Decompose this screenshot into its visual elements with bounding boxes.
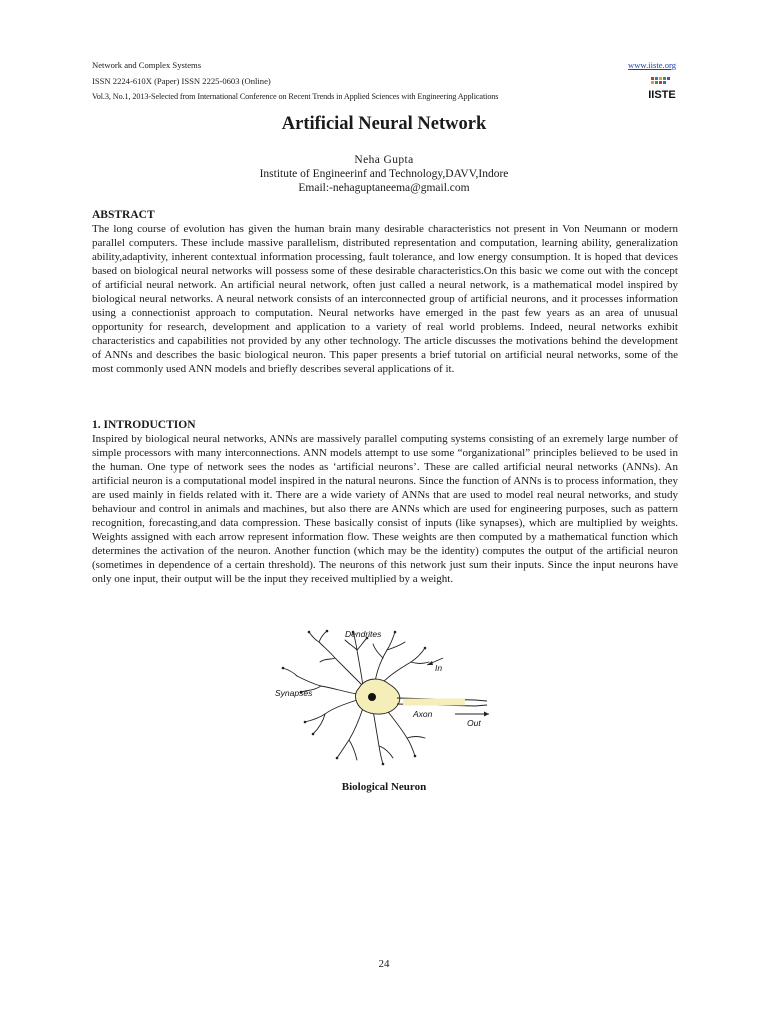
issn-line: ISSN 2224-610X (Paper) ISSN 2225-0603 (Online) — [92, 76, 271, 86]
paper-title: Artificial Neural Network — [281, 114, 487, 134]
label-dendrites: Dendrites — [345, 629, 382, 639]
neuron-myelin — [403, 699, 465, 706]
journal-url-link[interactable]: www.iiste.org — [628, 60, 676, 70]
volume-line: Vol.3, No.1, 2013-Selected from International Conference on Recent Trends in Applied Sciences with Engineering Applications — [92, 92, 499, 101]
biological-neuron-figure — [275, 628, 497, 768]
label-axon: Axon — [413, 709, 433, 719]
neuron-soma — [356, 679, 400, 714]
author-affiliation: Institute of Engineerinf and Technology,DAVV,Indore — [259, 168, 509, 180]
abstract-text: The long course of evolution has given the human brain many desirable characteristics not present in Von Neumann or modern parallel computers. These include massive parallelism, distributed representation and computation, learning ability, generalization ability,adaptivity, inherent contextual information processing, fault tolerance, and low energy consumption. It is hoped that devices based on biological neural networks will possess some of these desirable characteristics.On this basic we come out with the concept of artificial neural network. An artificial neural network, often just called a neural network, is a mathematical model inspired by biological neural networks. A neural network consists of an interconnected group of artificial neurons, and it processes information using a connectionist approach to computation. Neural networks have emerged in the past few years as an area of unusual opportunity for research, development and application to a variety of real world problems. Indeed, neural networks exhibit characteristics and capabilities not provided by any other technology. The article discusses the motivations behind the development of ANNs and describes the basic biological neuron. This paper presents a brief tutorial on artificial neural networks, some of the most commonly used ANN models and briefly describes several applications of it. — [92, 223, 678, 375]
neuron-nucleus — [368, 693, 376, 701]
introduction-heading: 1. INTRODUCTION — [92, 419, 196, 431]
introduction-text: Inspired by biological neural networks, ANNs are massively parallel computing systems consisting of an exremely large number of simple processors with many interconnections. ANN models attempt to use some “organizational” principles believed to be used in the human. One type of network sees the nodes as ‘artificial neurons’. These are called artificial neural networks (ANNs). An artificial neuron is a computational model inspired in the natural neurons. Since the function of ANNs is to process information, they are used mainly in fields related with it. There are a wide variety of ANNs that are used to model real neural networks, and study behaviour and control in animals and machines, but also there are ANNs which are used for engineering purposes, such as pattern recognition, forecasting,and data compression. These basically consist of inputs (like synapses), which are multiplied by weights. Weights assigned with each arrow represent information flow. These weights are then computed by a mathematical function which determines the activation of the neuron. Another function (which may be the identity) computes the output of the artificial neuron (sometimes in dependence of a certain threshold). The neurons of this network just sum their inputs. Since the input neurons have only one input, their output will be the input they received multiplied by a weight. — [92, 433, 678, 585]
abstract-heading: ABSTRACT — [92, 209, 155, 221]
author-name: Neha Gupta — [354, 154, 414, 166]
journal-name: Network and Complex Systems — [92, 60, 202, 70]
page-number: 24 — [378, 958, 390, 970]
label-synapses: Synapses — [275, 688, 313, 698]
figure-caption: Biological Neuron — [341, 781, 427, 793]
logo-text: IISTE — [648, 89, 676, 101]
iiste-logo — [648, 77, 676, 101]
label-in: In — [435, 663, 443, 673]
label-out: Out — [467, 718, 481, 728]
author-email: Email:-nehaguptaneema@gmail.com — [298, 182, 470, 194]
